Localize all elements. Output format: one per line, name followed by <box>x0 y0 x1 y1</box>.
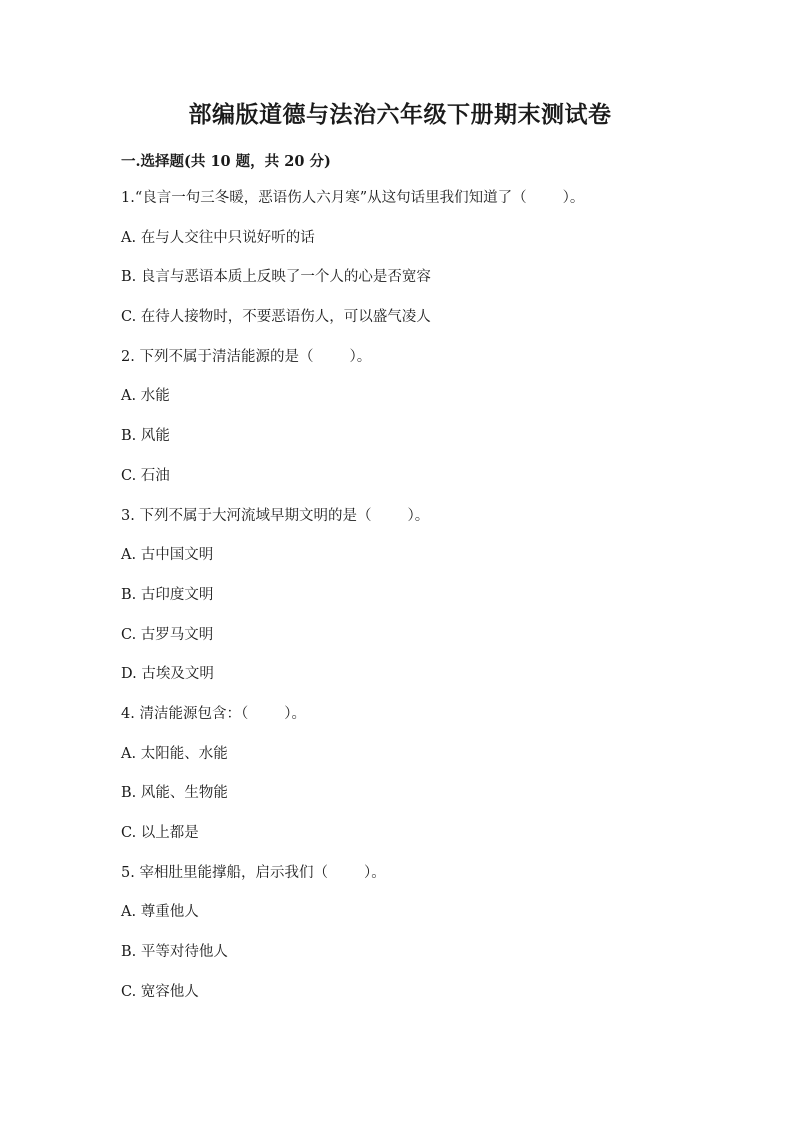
answer-option: B. 古印度文明 <box>121 586 214 603</box>
answer-option: A. 水能 <box>121 388 170 405</box>
question-text: 1.“良言一句三冬暖，恶语伤人六月寒”从这句话里我们知道了（ <box>121 190 527 206</box>
question-stem <box>121 346 741 386</box>
answer-option: C. 宽容他人 <box>121 983 199 1000</box>
question-stem <box>121 187 741 227</box>
answer-option: D. 古埃及文明 <box>121 666 214 683</box>
answer-option: C. 以上都是 <box>121 825 199 841</box>
question-text: 5. 宰相肚里能撑船，启示我们（ <box>121 864 328 881</box>
question-end: ）。 <box>562 190 585 206</box>
question-end: ）。 <box>284 705 306 722</box>
question-stem <box>121 703 741 743</box>
question-text: 2. 下列不属于清洁能源的是（ <box>121 348 314 365</box>
question-end: ）。 <box>407 507 430 524</box>
question-text: 4. 清洁能源包含：（ <box>121 705 249 722</box>
question-end: ）。 <box>349 348 372 365</box>
answer-option: C. 古罗马文明 <box>121 626 214 643</box>
answer-option: C. 在待人接物时，不要恶语伤人，可以盛气凌人 <box>121 309 431 326</box>
question-list <box>121 187 741 1020</box>
answer-option: A. 尊重他人 <box>121 904 199 921</box>
answer-option: B. 风能、生物能 <box>121 785 228 802</box>
question-stem <box>121 862 741 902</box>
section-heading: 一.选择题(共 10 题，共 20 分) <box>121 153 331 170</box>
answer-option: C. 石油 <box>121 467 170 484</box>
answer-option: A. 太阳能、水能 <box>121 745 228 762</box>
answer-option: B. 平等对待他人 <box>121 944 228 961</box>
answer-option: B. 风能 <box>121 428 170 445</box>
question-text: 3. 下列不属于大河流域早期文明的是（ <box>121 507 372 524</box>
answer-option: A. 古中国文明 <box>121 547 214 564</box>
page-title: 部编版道德与法治六年级下册期末测试卷 <box>188 101 612 128</box>
answer-option: B. 良言与恶语本质上反映了一个人的心是否宽容 <box>121 269 431 286</box>
question-stem <box>121 505 741 545</box>
answer-option: A. 在与人交往中只说好听的话 <box>121 229 315 246</box>
question-end: ）。 <box>363 864 386 881</box>
